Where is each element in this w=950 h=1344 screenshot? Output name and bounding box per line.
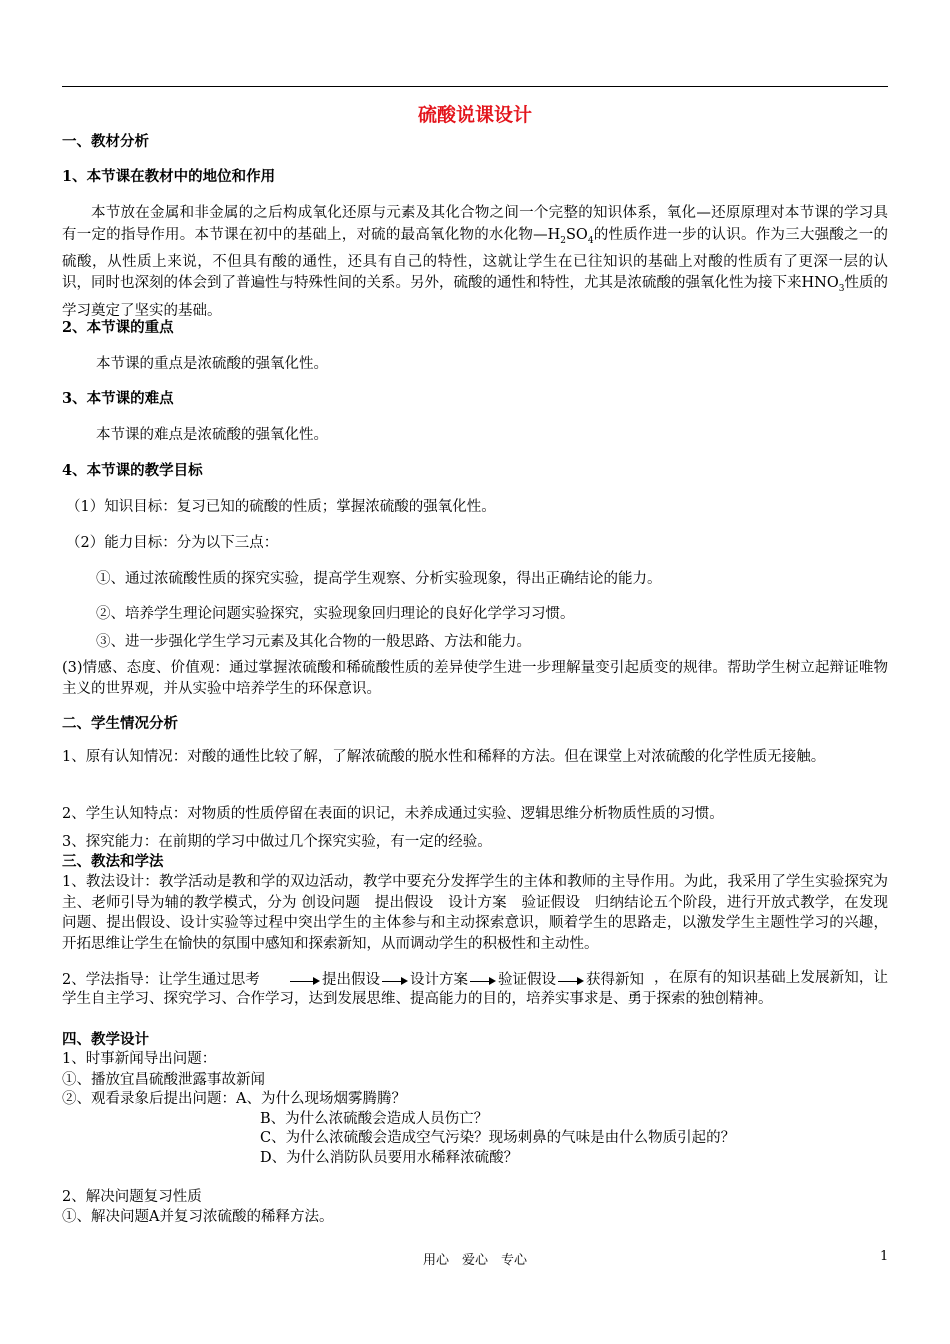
design-step-1: 1、时事新闻导出问题： [62,1051,217,1067]
goal-ability-c: ③、进一步强化学生学习元素及其化合物的一般思路、方法和能力。 [96,634,531,650]
subheading-goals: 4、本节课的教学目标 [62,462,203,479]
goal-ability: （2）能力目标：分为以下三点： [66,535,279,551]
student-item-2: 2、学生认知特点：对物质的性质停留在表面的识记，未养成通过实验、逻辑思维分析物质性质的习惯。 [62,806,724,822]
goal-emotion: (3)情感、态度、价值观：通过掌握浓硫酸和稀硫酸性质的差异使学生进一步理解量变引起质变的规律。帮助学生树立起辩证唯物主义的世界观，并从实验中培养学生的环保意识。 [62,660,888,697]
paragraph-position: 本节放在金属和非金属的之后构成氧化还原与元素及其化合物之间一个完整的知识体系，氧化—还原原理对本节课的学习具有一定的指导作用。本节课在初中的基础上，对硫的最高氧化物的水化物$—H_2SO_4$的性质作进一步的认识。作为三大强酸之一的硫酸，从性质上来说，不但具有酸的通性，还具有自己的特性，这就让学生在已往知识的基础上对酸的性质有了更深一层的认识，同时也深刻的体会到了普遍性与特殊性间的关系。另外，硫酸的通性和特性，尤其是浓硫酸的强氧化性为接下来$HNO_3$性质的学习奠定了坚实的基础。 [62,205,889,319]
goal-knowledge: （1）知识目标：复习已知的硫酸的性质；掌握浓硫酸的强氧化性。 [66,499,496,515]
key-point-text: 本节课的重点是浓硫酸的强氧化性。 [96,356,328,372]
section-heading-1: 一、教材分析 [62,133,149,150]
method-item-1: 1、教法设计：教学活动是教和学的双边活动，教学中要充分发挥学生的主体和教师的主导作用。为此，我采用了学生实验探究为主、老师引导为辅的教学模式，分为 创设问题 提出假设 设计方案 验证假设 归纳结论五个阶段，进行开放式教学，在发现问题、提出假设、设计实验等过程中突出学生的主体参与和主动探索意识，顺着学生的思路走，以激发学生主题性学习的兴趣，开拓思维让学生在愉快的氛围中感知和探索新知，从而调动学生的积极性和主动性。 [62,874,888,952]
flow-step-hypothesis: 提出假设 [322,972,380,988]
flow-step-verify: 验证假设 [498,972,556,988]
question-d: D、为什么消防队员要用水稀释浓硫酸？ [260,1150,519,1166]
section-heading-4: 四、教学设计 [62,1031,149,1048]
question-b: B、为什么浓硫酸会造成人员伤亡？ [260,1111,489,1127]
method-item-2-prefix: 2、学法指导：让学生通过思考 [62,972,260,988]
method-item-2-suffix: ，在原有的知识基础上发展新知，让学生自主学习、探究学习、合作学习，达到发展思维、提高能力的目的，培养实事求是、勇于探索的独创精神。 [62,970,888,1007]
goal-ability-b: ②、培养学生理论问题实验探究，实验现象回归理论的良好化学学习习惯。 [96,606,575,622]
design-step-2: 2、解决问题复习性质 [62,1189,202,1205]
goal-ability-a: ①、通过浓硫酸性质的探究实验，提高学生观察、分析实验现象，得出正确结论的能力。 [96,571,662,587]
difficulty-text: 本节课的难点是浓硫酸的强氧化性。 [96,427,328,443]
design-step-1a: ①、播放宜昌硫酸泄露事故新闻 [62,1072,265,1088]
design-step-1b: ②、观看录象后提出问题：A、为什么现场烟雾腾腾？ [62,1091,406,1107]
header-rule [62,86,888,87]
student-item-3: 3、探究能力：在前期的学习中做过几个探究实验，有一定的经验。 [62,834,492,850]
page-footer: 用心 爱心 专心 [422,1253,527,1268]
subheading-key-point: 2、本节课的重点 [62,319,174,336]
question-c: C、为什么浓硫酸会造成空气污染？现场刺鼻的气味是由什么物质引起的？ [260,1130,736,1146]
section-heading-2: 二、学生情况分析 [62,715,178,732]
subheading-position: 1、本节课在教材中的地位和作用 [62,168,276,185]
subheading-difficulty: 3、本节课的难点 [62,390,174,407]
student-item-1: 1、原有认知情况：对酸的通性比较了解，了解浓硫酸的脱水性和稀释的方法。但在课堂上对浓硫酸的化学性质无接触。 [62,749,826,765]
document-title: 硫酸说课设计 [417,104,532,126]
section-heading-3: 三、教法和学法 [62,853,164,870]
flow-step-knowledge: 获得新知 [586,972,644,988]
page-number: 1 [880,1249,889,1264]
flow-step-design: 设计方案 [410,972,468,988]
design-step-2a: ①、解决问题A并复习浓硫酸的稀释方法。 [62,1209,334,1225]
